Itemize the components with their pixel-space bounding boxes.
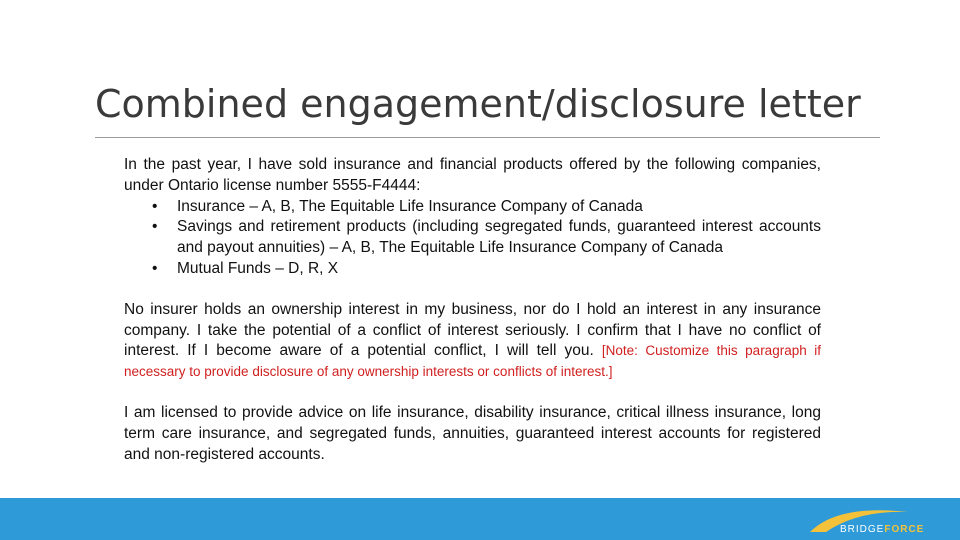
logo-word-bridge: BRIDGE — [840, 524, 885, 535]
bullet-icon: • — [152, 197, 158, 215]
logo-word-force: FORCE — [884, 524, 925, 535]
spacer — [124, 383, 821, 403]
slide-title: Combined engagement/disclosure letter — [95, 82, 861, 126]
letter-body — [124, 155, 821, 465]
spacer — [124, 280, 821, 300]
customization-note: [Note: Customize this paragraph if necessary to provide disclosure of any ownership interests or conflicts of interest.] — [124, 343, 821, 380]
conflict-paragraph — [124, 300, 821, 383]
list-item-text: Mutual Funds – D, R, X — [177, 259, 339, 277]
logo-wordmark — [840, 524, 924, 535]
bullet-icon: • — [152, 218, 158, 236]
footer-bar — [0, 498, 960, 540]
licensing-paragraph: I am licensed to provide advice on life insurance, disability insurance, critical illness insurance, long term care insurance, and segregated funds, annuities, guaranteed interest accounts for registered and non-registered accounts. — [124, 403, 821, 463]
conflict-text: No insurer holds an ownership interest in my business, nor do I hold an interest in any insurance company. I take the potential of a conflict of interest seriously. I confirm that I have no conflict of interest. If I become aware of a potential conflict, I will tell you. — [124, 300, 821, 360]
bullet-icon: • — [152, 259, 158, 277]
list-item — [124, 197, 821, 218]
product-list — [124, 197, 821, 280]
intro-paragraph: In the past year, I have sold insurance and financial products offered by the following companies, under Ontario license number 5555-F4444: — [124, 156, 821, 194]
list-item — [124, 217, 821, 259]
list-item — [124, 259, 821, 280]
title-divider — [95, 137, 880, 138]
list-item-text: Savings and retirement products (including segregated funds, guaranteed interest accounts and payout annuities) – A, B, The Equitable Life Insurance Company of Canada — [177, 218, 821, 257]
list-item-text: Insurance – A, B, The Equitable Life Insurance Company of Canada — [177, 197, 643, 215]
bridgeforce-logo — [808, 506, 938, 536]
